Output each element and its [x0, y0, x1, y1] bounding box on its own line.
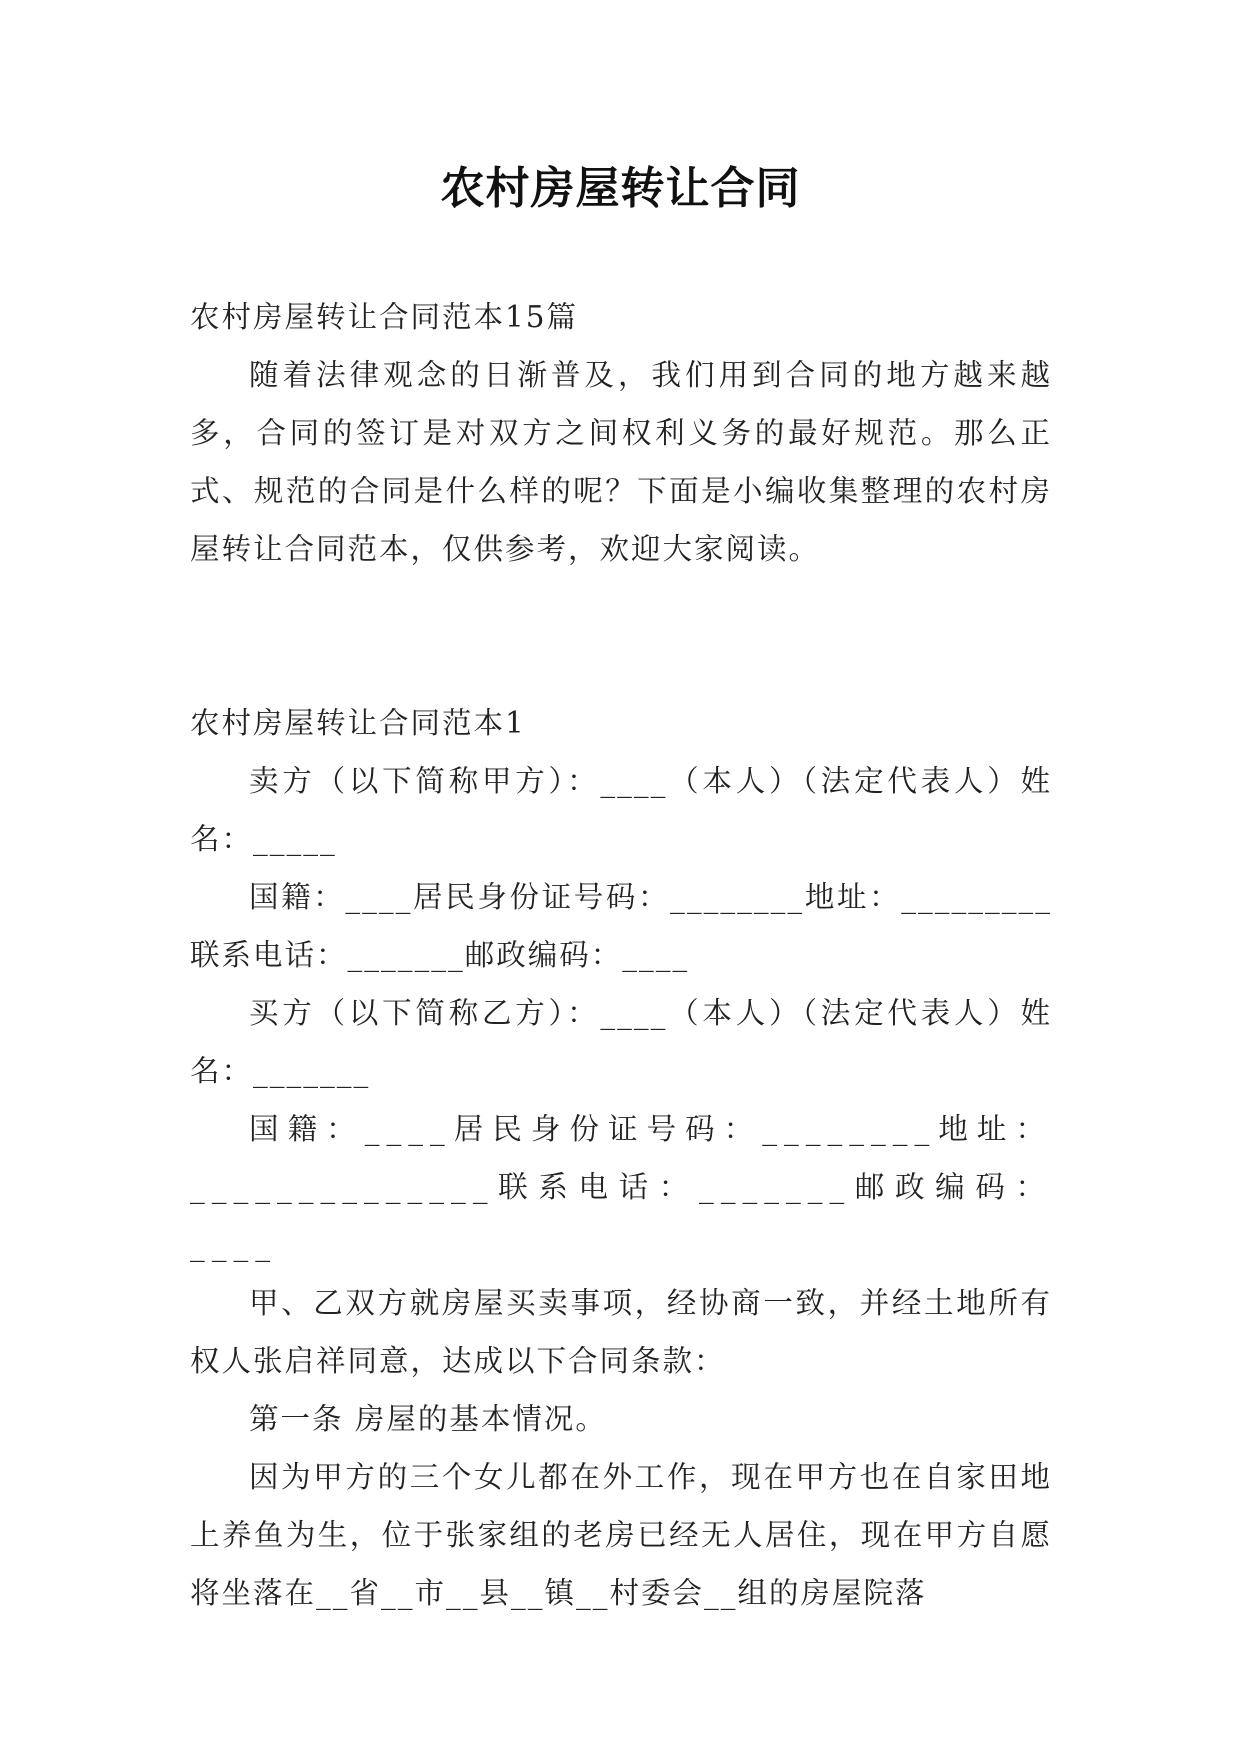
agreement-paragraph: 甲、乙双方就房屋买卖事项，经协商一致，并经土地所有权人张启祥同意，达成以下合同条款：	[190, 1286, 1052, 1378]
intro-paragraph: 随着法律观念的日渐普及，我们用到合同的地方越来越多，合同的签订是对双方之间权利义务的最好规范。那么正式、规范的合同是什么样的呢？下面是小编收集整理的农村房屋转让合同范本，仅供参考，欢迎大家阅读。	[190, 358, 1052, 566]
document-title: 农村房屋转让合同	[440, 163, 801, 214]
section-heading: 农村房屋转让合同范本1	[190, 706, 526, 740]
document-body	[190, 288, 1052, 1622]
buyer-paragraph: 买方（以下简称乙方）：____（本人）（法定代表人）姓名：_______	[190, 996, 1052, 1088]
seller-details-paragraph: 国籍：____居民身份证号码：________地址：_________联系电话：_______邮政编码：____	[190, 880, 1052, 972]
document-subtitle: 农村房屋转让合同范本15篇	[190, 300, 579, 334]
article-one-paragraph: 因为甲方的三个女儿都在外工作，现在甲方也在自家田地上养鱼为生，位于张家组的老房已经无人居住，现在甲方自愿将坐落在__省__市__县__镇__村委会__组的房屋院落	[190, 1460, 1052, 1610]
article-one-heading: 第一条 房屋的基本情况。	[249, 1402, 607, 1436]
section-spacer	[190, 578, 1052, 694]
seller-paragraph: 卖方（以下简称甲方）：____（本人）（法定代表人）姓名：_____	[190, 764, 1052, 856]
buyer-details-paragraph: 国籍：____居民身份证号码：________地址：______________联系电话：_______邮政编码：____	[190, 1112, 1052, 1262]
